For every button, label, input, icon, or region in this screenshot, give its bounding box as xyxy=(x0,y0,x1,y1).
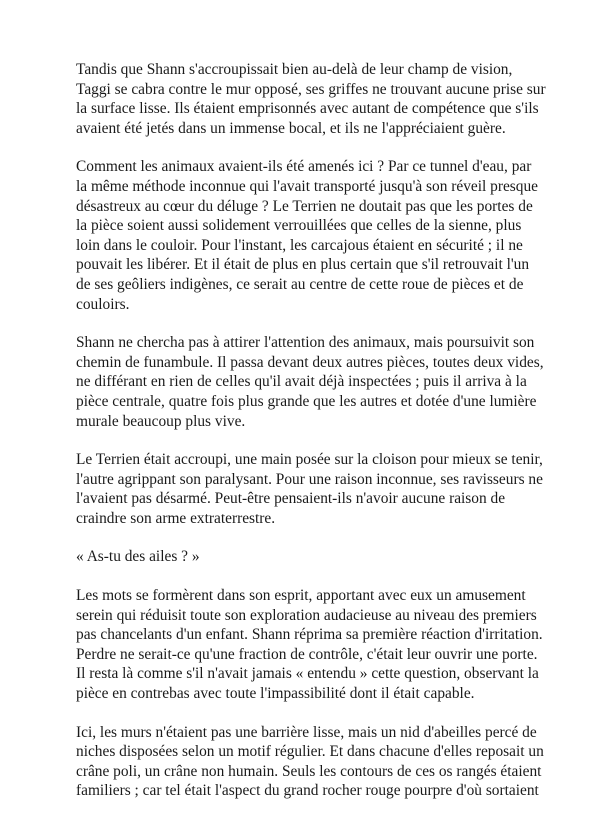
text-line: Tandis que Shann s'accroupissait bien au-delà de leur champ de vision, xyxy=(76,61,513,78)
text-line: niches disposées selon un motif régulier. Et dans chacune d'elles reposait un xyxy=(76,743,544,761)
text-line: craindre son arme extraterrestre. xyxy=(76,509,276,527)
text-line: Comment les animaux avaient-ils été amenés ici ? Par ce tunnel d'eau, par xyxy=(76,158,532,176)
paragraph-5 xyxy=(76,547,538,567)
text-line: l'avaient pas désarmé. Peut-être pensaient-ils n'avoir aucune raison de xyxy=(76,490,506,508)
text-line: Le Terrien était accroupi, une main posée sur la cloison pour mieux se tenir, xyxy=(76,451,543,469)
paragraph-6 xyxy=(76,586,543,704)
text-line: familiers ; car tel était l'aspect du grand rocher rouge pourpre d'où sortaient xyxy=(76,782,539,800)
paragraph-7 xyxy=(76,723,544,801)
text-line: crâne poli, un crâne non humain. Seuls les contours de ces os rangés étaient xyxy=(76,762,542,780)
text-line: couloirs. xyxy=(76,295,130,313)
text-line: Taggi se cabra contre le mur opposé, ses griffes ne trouvant aucune prise sur xyxy=(76,80,546,98)
text-line: chemin de funambule. Il passa devant deux autres pièces, toutes deux vides, xyxy=(76,353,544,371)
text-line: Shann ne chercha pas à attirer l'attention des animaux, mais poursuivit son xyxy=(76,334,535,352)
paragraph-2 xyxy=(76,157,538,314)
paragraph-4 xyxy=(76,450,543,528)
text-line: pouvait les libérer. Et il était de plus en plus certain que s'il retrouvait l'un xyxy=(76,256,530,274)
text-line: la surface lisse. Ils étaient emprisonnés avec autant de compétence que s'ils xyxy=(76,100,539,118)
text-line: pas chancelants d'un enfant. Shann réprima sa première réaction d'irritation. xyxy=(76,626,543,644)
paragraph-3 xyxy=(76,333,544,431)
text-line: la même méthode inconnue qui l'avait transporté jusqu'à son réveil presque xyxy=(76,177,538,195)
text-line: Les mots se formèrent dans son esprit, apportant avec eux un amusement xyxy=(76,587,526,605)
text-line: Il resta là comme s'il n'avait jamais « entendu » cette question, observant la xyxy=(76,665,539,683)
text-line: la pièce soient aussi solidement verrouillées que celles de la sienne, plus xyxy=(76,217,522,235)
text-line: ne différant en rien de celles qu'il avait déjà inspectées ; puis il arriva à la xyxy=(76,373,527,391)
text-line: « As-tu des ailes ? » xyxy=(76,548,200,566)
text-line: serein qui réduisit toute son exploration audacieuse au niveau des premiers xyxy=(76,606,537,624)
text-line: pièce en contrebas avec toute l'impassibilité dont il était capable. xyxy=(76,685,475,703)
text-line: avaient été jetés dans un immense bocal, et ils ne l'appréciaient guère. xyxy=(76,119,506,137)
document-page xyxy=(76,60,546,820)
text-line: de ses geôliers indigènes, ce serait au centre de cette roue de pièces et de xyxy=(76,275,524,293)
text-line: Perdre ne serait-ce qu'une fraction de contrôle, c'était leur ouvrir une porte. xyxy=(76,645,538,663)
text-line: pièce centrale, quatre fois plus grande que les autres et dotée d'une lumière xyxy=(76,392,537,410)
paragraph-1 xyxy=(76,60,546,138)
text-line: Ici, les murs n'étaient pas une barrière lisse, mais un nid d'abeilles percé de xyxy=(76,723,537,741)
text-line: loin dans le couloir. Pour l'instant, les carcajous étaient en sécurité ; il ne xyxy=(76,236,523,254)
text-line: l'autre agrippant son paralysant. Pour une raison inconnue, ses ravisseurs ne xyxy=(76,470,543,488)
text-line: murale beaucoup plus vive. xyxy=(76,412,246,430)
text-line: désastreux au cœur du déluge ? Le Terrien ne doutait pas que les portes de xyxy=(76,197,533,215)
